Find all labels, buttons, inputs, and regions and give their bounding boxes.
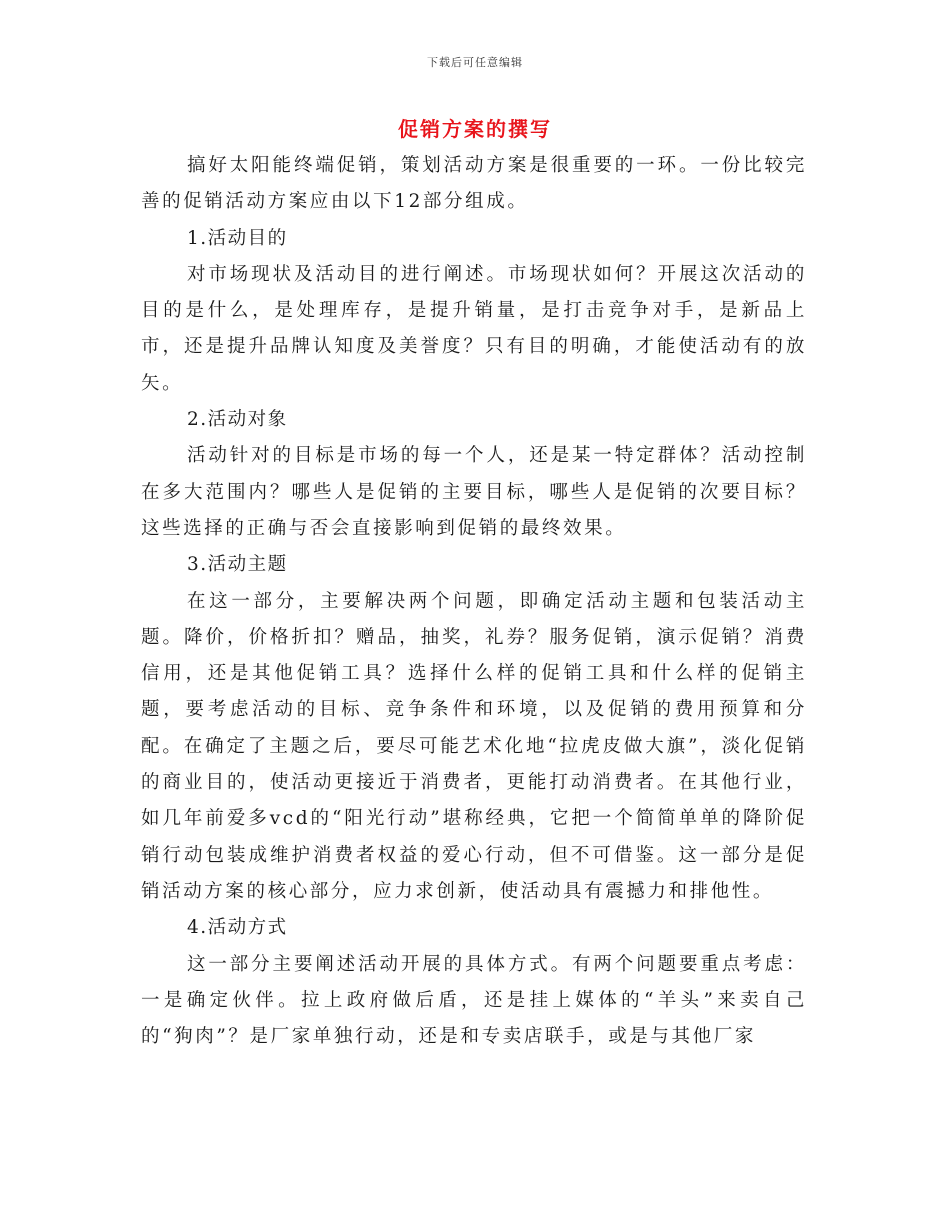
intro-paragraph: 搞好太阳能终端促销，策划活动方案是很重要的一环。一份比较完善的促销活动方案应由以下12部分组成。 [141, 155, 807, 213]
section-heading-activity-method: 4.活动方式 [187, 917, 288, 939]
section-paragraph-activity-goal: 对市场现状及活动目的进行阐述。市场现状如何？开展这次活动的目的是什么，是处理库存，是提升销量，是打击竞争对手，是新品上市，还是提升品牌认知度及美誉度？只有目的明确，才能使活动有的放矢。 [141, 263, 807, 394]
document-title: 促销方案的撰写 [398, 117, 552, 141]
section-paragraph-activity-target: 活动针对的目标是市场的每一个人，还是某一特定群体？活动控制在多大范围内？哪些人是促销的主要目标，哪些人是促销的次要目标？这些选择的正确与否会直接影响到促销的最终效果。 [141, 445, 807, 539]
section-heading-activity-target: 2.活动对象 [187, 409, 288, 431]
section-heading-activity-theme: 3.活动主题 [187, 554, 288, 576]
section-paragraph-activity-method: 这一部分主要阐述活动开展的具体方式。有两个问题要重点考虑：一是确定伙伴。拉上政府做后盾，还是挂上媒体的“羊头”来卖自己的“狗肉”？是厂家单独行动，还是和专卖店联手，或是与其他厂家 [141, 953, 807, 1048]
section-heading-activity-goal: 1.活动目的 [187, 227, 288, 249]
section-paragraph-activity-theme: 在这一部分，主要解决两个问题，即确定活动主题和包装活动主题。降价，价格折扣？赠品，抽奖，礼券？服务促销，演示促销？消费信用，还是其他促销工具？选择什么样的促销工具和什么样的促销主题，要考虑活动的目标、竞争条件和环境，以及促销的费用预算和分配。在确定了主题之后，要尽可能艺术化地“拉虎皮做大旗”，淡化促销的商业目的，使活动更接近于消费者，更能打动消费者。在其他行业，如几年前爱多vcd的“阳光行动”堪称经典，它把一个简简单单的降阶促销行动包装成维护消费者权益的爱心行动，但不可借鉴。这一部分是促销活动方案的核心部分，应力求创新，使活动具有震撼力和排他性。 [141, 590, 807, 902]
document-body [141, 148, 807, 1055]
header-note: 下载后可任意编辑 [427, 56, 523, 69]
